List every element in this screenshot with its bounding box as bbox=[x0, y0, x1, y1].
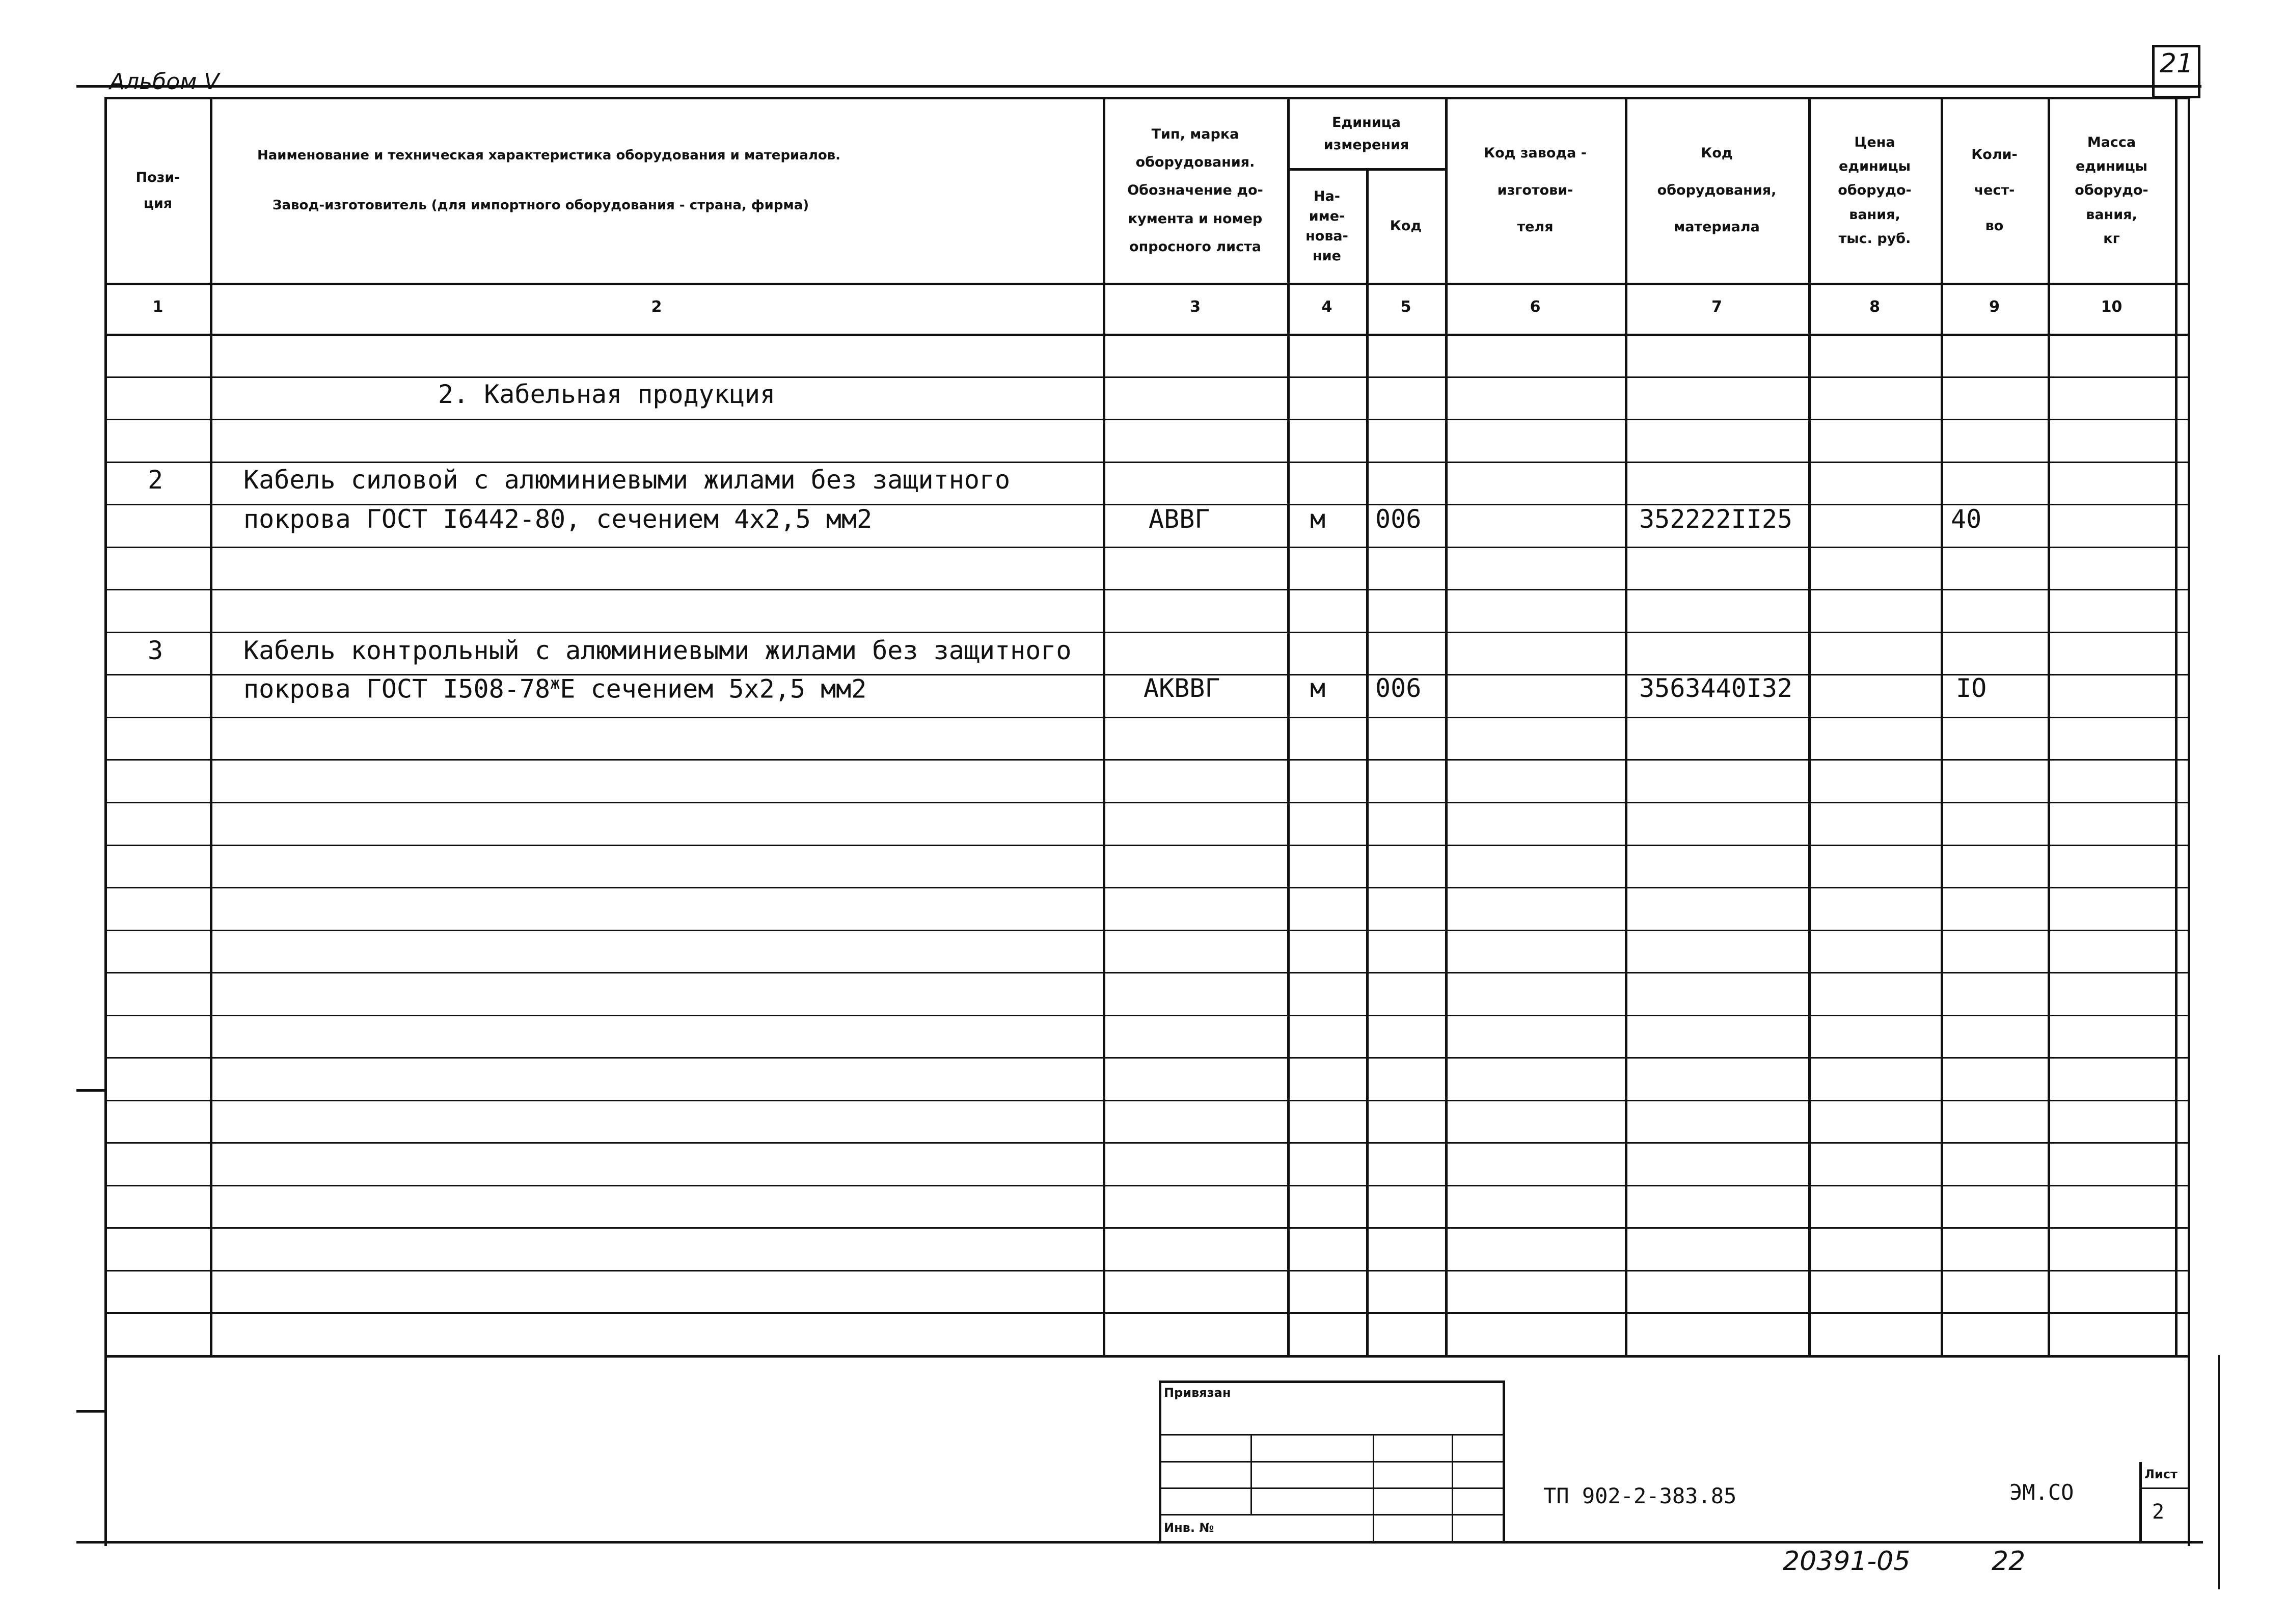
table-row-type: АКВВГ bbox=[1144, 673, 1220, 703]
frame-right bbox=[2188, 97, 2190, 1546]
row-line bbox=[104, 717, 2188, 718]
row-line bbox=[104, 462, 2188, 463]
header-material-code: Код оборудования, материала bbox=[1657, 145, 1777, 235]
row-line bbox=[104, 547, 2188, 548]
col-divider-4 bbox=[1366, 168, 1369, 1355]
col-divider-9 bbox=[2048, 97, 2050, 1355]
row-line bbox=[104, 1185, 2188, 1186]
stamp-row-line bbox=[1159, 1434, 1505, 1436]
col-divider-5 bbox=[1445, 97, 1448, 1355]
row-line bbox=[104, 845, 2188, 846]
top-border bbox=[76, 85, 2201, 88]
header-name-line1: Наименование и техническая характеристика оборудования и материалов. bbox=[257, 148, 841, 163]
col-number-3: 3 bbox=[1190, 298, 1201, 316]
row-line bbox=[104, 972, 2188, 973]
section-title: 2. Кабельная продукция bbox=[438, 380, 776, 409]
margin-tick bbox=[76, 1410, 104, 1413]
row-line bbox=[104, 1270, 2188, 1271]
row-line bbox=[104, 1100, 2188, 1101]
stamp-col-line bbox=[1373, 1434, 1374, 1541]
name-part-b: Е сечением 5х2,5 мм2 bbox=[560, 674, 867, 704]
header-unit-group: Единица измерения bbox=[1323, 115, 1409, 153]
table-row-material-code: 3563440I32 bbox=[1639, 673, 1793, 703]
stamp-bound-label: Привязан bbox=[1164, 1386, 1231, 1400]
col-number-7: 7 bbox=[1711, 298, 1722, 316]
row-line bbox=[104, 1312, 2188, 1314]
margin-tick bbox=[76, 1089, 104, 1092]
page-number-top: 21 bbox=[2159, 48, 2194, 79]
stamp-inv-label: Инв. № bbox=[1164, 1521, 1214, 1535]
col-number-10: 10 bbox=[2101, 298, 2122, 316]
numbers-bottom-line bbox=[104, 334, 2188, 336]
table-row-material-code: 352222II25 bbox=[1639, 504, 1793, 534]
table-row-unit-code: 006 bbox=[1375, 673, 1422, 703]
table-row-unit: м bbox=[1310, 673, 1326, 703]
header-unit-name: На- име- нова- ние bbox=[1305, 188, 1348, 264]
row-line bbox=[104, 632, 2188, 633]
header-plant-code: Код завода - изготови- теля bbox=[1484, 145, 1587, 235]
stamp-col-line bbox=[1452, 1434, 1453, 1541]
table-row-name-line2 bbox=[243, 673, 866, 704]
section-code: ЭМ.СО bbox=[2009, 1480, 2074, 1505]
table-row-unit-code: 006 bbox=[1375, 504, 1422, 534]
header-quantity: Коли- чест- во bbox=[1971, 146, 2018, 234]
header-unit-price: Цена единицы оборудо- вания, тыс. руб. bbox=[1838, 134, 1912, 247]
col-divider-8 bbox=[1941, 97, 1943, 1355]
footer-page: 22 bbox=[1992, 1546, 2026, 1577]
table-row-name-line1: Кабель силовой с алюминиевыми жилами без защитного bbox=[243, 465, 1011, 495]
col-number-9: 9 bbox=[1989, 298, 2000, 316]
col-divider-3 bbox=[1287, 97, 1290, 1355]
header-unit-mass: Масса единицы оборудо- вания, кг bbox=[2075, 134, 2148, 247]
col-number-2: 2 bbox=[651, 298, 662, 316]
doc-code: ТП 902-2-383.85 bbox=[1543, 1483, 1737, 1508]
sheet-number: 2 bbox=[2152, 1500, 2165, 1524]
header-unit-code: Код bbox=[1390, 218, 1422, 234]
row-line bbox=[104, 589, 2188, 590]
col-number-1: 1 bbox=[152, 298, 164, 316]
col-divider-1 bbox=[210, 97, 212, 1355]
col-divider-7 bbox=[1808, 97, 1811, 1355]
col-number-6: 6 bbox=[1530, 298, 1541, 316]
table-row-name-line2: покрова ГОСТ I6442-80, сечением 4х2,5 мм2 bbox=[243, 504, 873, 534]
stamp-row-line bbox=[1159, 1461, 1505, 1463]
stamp-col-line bbox=[1250, 1434, 1252, 1514]
sheet-label: Лист bbox=[2144, 1467, 2178, 1481]
table-row-position: 2 bbox=[148, 465, 164, 495]
row-line bbox=[104, 759, 2188, 761]
table-bottom-line bbox=[104, 1355, 2188, 1358]
name-superscript: ж bbox=[550, 673, 560, 693]
header-bottom-line bbox=[104, 283, 2188, 285]
col-number-8: 8 bbox=[1869, 298, 1880, 316]
col-number-4: 4 bbox=[1321, 298, 1332, 316]
col-divider-10 bbox=[2175, 97, 2178, 1355]
row-line bbox=[104, 1015, 2188, 1016]
sheet-box-divider bbox=[2139, 1487, 2190, 1489]
right-margin-line bbox=[2218, 1355, 2220, 1589]
stamp-row-line bbox=[1159, 1487, 1505, 1489]
header-position: Пози- ция bbox=[135, 169, 180, 211]
table-row-name-line1: Кабель контрольный с алюминиевыми жилами без защитного bbox=[243, 636, 1072, 665]
row-line bbox=[104, 1057, 2188, 1059]
stamp-row-line bbox=[1159, 1514, 1505, 1515]
col-divider-6 bbox=[1625, 97, 1627, 1355]
header-type: Тип, марка оборудования. Обозначение до- кумента и номер опросного листа bbox=[1127, 126, 1263, 255]
name-part-a: покрова ГОСТ I508-78 bbox=[243, 674, 551, 704]
row-line bbox=[104, 887, 2188, 888]
row-line bbox=[104, 802, 2188, 803]
col-number-5: 5 bbox=[1400, 298, 1411, 316]
table-row-position: 3 bbox=[148, 636, 164, 665]
table-row-quantity: IO bbox=[1956, 673, 1987, 703]
row-line bbox=[104, 376, 2188, 378]
row-line bbox=[104, 1142, 2188, 1144]
table-row-type: АВВГ bbox=[1149, 504, 1210, 534]
footer-code: 20391-05 bbox=[1783, 1546, 1911, 1577]
row-line bbox=[104, 1227, 2188, 1229]
col-divider-2 bbox=[1103, 97, 1105, 1355]
row-line bbox=[104, 930, 2188, 931]
album-label: Альбом V bbox=[110, 69, 220, 95]
page-bottom-line bbox=[76, 1541, 2203, 1544]
table-row-quantity: 40 bbox=[1951, 504, 1982, 534]
header-name-line2: Завод-изготовитель (для импортного оборудования - страна, фирма) bbox=[273, 198, 809, 213]
table-row-unit: м bbox=[1310, 504, 1326, 534]
row-line bbox=[104, 419, 2188, 420]
